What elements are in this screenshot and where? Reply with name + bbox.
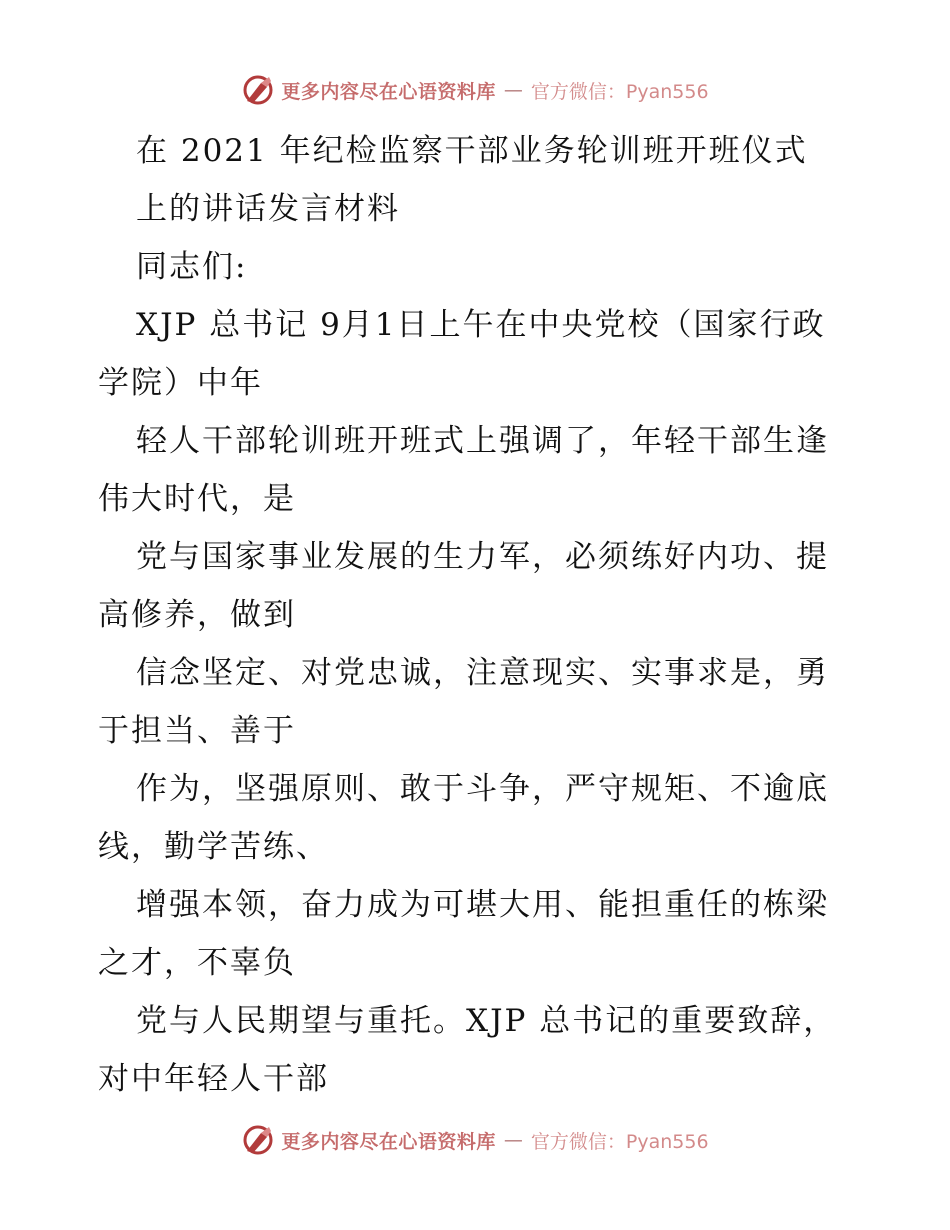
pen-nib-logo-icon: [241, 1123, 275, 1157]
doc-line: 学院）中年: [98, 365, 263, 401]
doc-line: 于担当、善于: [98, 713, 296, 749]
doc-line: 作为，坚强原则、敢于斗争，严守规矩、不逾底: [136, 771, 829, 807]
doc-line: 高修养，做到: [98, 597, 296, 633]
doc-line: 对中年轻人干部: [98, 1061, 329, 1097]
doc-line: 轻人干部轮训班开班式上强调了，年轻干部生逢: [136, 423, 829, 459]
header-watermark: [0, 70, 950, 110]
watermark-separator: —: [503, 1129, 523, 1151]
doc-line: 信念坚定、对党忠诚，注意现实、实事求是，勇: [136, 655, 829, 691]
doc-line: 伟大时代，是: [98, 481, 296, 517]
watermark-wechat: 官方微信：Pyan556: [530, 80, 709, 103]
footer-watermark: [0, 1120, 950, 1160]
pen-nib-logo-icon: [241, 73, 275, 107]
watermark-text: 更多内容尽在心语资料库: [281, 1130, 496, 1153]
watermark-wechat: 官方微信：Pyan556: [530, 1130, 709, 1153]
doc-line: 党与人民期望与重托。XJP 总书记的重要致辞，: [136, 1003, 837, 1039]
doc-line: 之才，不辜负: [98, 945, 296, 981]
doc-line: XJP 总书记 9月1日上午在中央党校（国家行政: [136, 307, 826, 343]
document-body: [98, 122, 868, 1108]
watermark-text: 更多内容尽在心语资料库: [281, 80, 496, 103]
doc-line: 在 2021 年纪检监察干部业务轮训班开班仪式: [136, 133, 808, 169]
watermark-separator: —: [503, 79, 523, 101]
doc-line: 同志们:: [136, 249, 248, 285]
doc-line: 增强本领，奋力成为可堪大用、能担重任的栋梁: [136, 887, 829, 923]
doc-line: 党与国家事业发展的生力军，必须练好内功、提: [136, 539, 829, 575]
doc-line: 上的讲话发言材料: [136, 191, 400, 227]
doc-line: 线，勤学苦练、: [98, 829, 329, 865]
